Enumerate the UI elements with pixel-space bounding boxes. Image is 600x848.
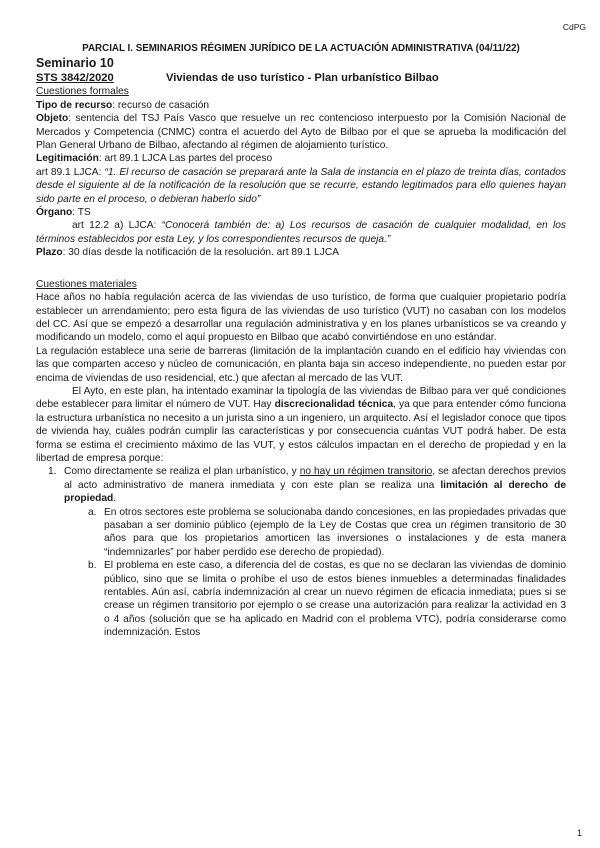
plazo [36, 246, 566, 259]
organo [36, 206, 566, 219]
list-item-b-letter: b. [88, 560, 97, 572]
plazo-label: Plazo [36, 247, 63, 259]
list-item-b [88, 559, 566, 639]
header-mark: CdPG [562, 22, 586, 32]
item1-text-b: , se afectan derechos previos al acto administrativo de manera inmediata y con este plan se realiza una [64, 466, 566, 491]
page-number: 1 [576, 828, 582, 838]
p3-text-b: , ya que para entender cómo funciona la estructura urbanística no necesito a un jurista sino a un ingeniero, un arquitecto. Así el legislador conoce que tipos de vivienda hay, cuáles podrán cumplir las características y por consecuencia cuántas VUT podrá haber. De esta forma se estima el crecimiento máximo de las VUT, y estos cálculos impactan en el derecho de propiedad y en la libertad de empresa porque: [36, 399, 566, 464]
case-subject: Viviendas de uso turístico - Plan urbanístico Bilbao [166, 72, 439, 85]
art122-prefix: art 12.2 a) LJCA: [72, 220, 162, 232]
legit-value: : art 89.1 LJCA Las partes del proceso [98, 153, 273, 165]
item1-bold: limitación al derecho de propiedad [64, 479, 566, 505]
art891-quote: “1. El recurso de casación se preparará ante la Sala de instancia en el plazo de treinta días, contados desde el siguiente al de la notificación de la resolución que se recurre, estando legitimados para ello quienes hayan sido parte en el proceso, o debieran haberlo sido” [36, 166, 567, 205]
objeto-value: : sentencia del TSJ País Vasco que resuelve un rec contencioso interpuesto por la Comisión Nacional de Mercados y Competencia (CNMC) contra el acuerdo del Ayto de Bilbao por el que se aprueba la modificación del Plan General Urbano de Bilbao, afectando al régimen de alojamiento turístico. [36, 113, 566, 152]
legitimacion [36, 152, 566, 165]
art122-quote: “Conocerá también de: a) Los recursos de casación de cualquier modalidad, en los términos establecidos por esta Ley, y los correspondientes recursos de queja.” [36, 220, 566, 245]
list-item-1-number: 1. [48, 466, 57, 478]
objeto-paragraph [36, 112, 566, 152]
item1-text-a: Como directamente se realiza el plan urbanístico, y [64, 466, 300, 478]
tipo-recurso [36, 99, 566, 112]
document-body [36, 42, 566, 640]
document-title: PARCIAL I. SEMINARIOS RÉGIMEN JURÍDICO DE LA ACTUACIÓN ADMINISTRATIVA (04/11/22) [82, 43, 520, 54]
material-paragraph-3 [36, 385, 566, 465]
seminar-heading: Seminario 10 [36, 56, 114, 71]
formal-heading: Cuestiones formales [36, 86, 129, 98]
material-heading: Cuestiones materiales [36, 278, 137, 290]
art891-paragraph [36, 166, 566, 206]
case-reference: STS 3842/2020 [36, 72, 114, 85]
organo-value: : TS [72, 207, 91, 219]
list-item-a [88, 506, 566, 560]
material-paragraph-1: Hace años no había regulación acerca de las viviendas de uso turístico, de forma que cualquier propietario podría establecer un arrendamiento; pero esta figura de las viviendas de uso turístico (VUT) no casaban con los modelos del CC. Así que se empezó a desarrollar una regulación administrativa y en los planes urbanísticos se va creando y modificando un modelo, como el aquí propuesto en Bilbao que acabó convirtiéndose en uno estándar. [36, 292, 566, 344]
list-item-1-body [64, 465, 566, 505]
p3-text-a: El Ayto, en este plan, ha intentado examinar la tipología de las viviendas de Bilbao para ver qué condiciones debe establecer para limitar el número de VUT. Hay [36, 385, 566, 411]
list-item-a-body: En otros sectores este problema se solucionaba dando concesiones, en las propiedades privadas que pasaban a ser dominio público (ejemplo de la Ley de Costas que crea un régimen transitorio de 30 años para que los propietarios amorticen las inversiones o instalaciones y de esta manera “indemnizarles” por haber perdido ese derecho de propiedad). [104, 506, 566, 558]
tipo-label: Tipo de recurso [36, 99, 113, 111]
tipo-value: : recurso de casación [112, 99, 210, 111]
item1-underline: no hay un régimen transitorio [299, 466, 433, 478]
objeto-label: Objeto [36, 113, 69, 125]
plazo-value: : 30 días desde la notificación de la resolución. art 89.1 LJCA [62, 247, 339, 259]
organo-label: Órgano [36, 207, 73, 219]
legit-label: Legitimación [36, 153, 99, 165]
material-paragraph-2: La regulación establece una serie de barreras (limitación de la implantación cuando en el edificio hay viviendas con las que comparten acceso y núcleo de comunicación, en planta baja sin acceso independiente, no pueden estar por encima de viviendas de uso residencial, etc.) que afectan al mercado de las VUT. [36, 345, 566, 384]
list-item-1 [48, 465, 566, 505]
case-line [36, 71, 566, 85]
art122-paragraph [36, 219, 566, 246]
p3-bold: discrecionalidad técnica [274, 399, 394, 411]
list-item-b-body: El problema en este caso, a diferencia del de costas, es que no se declaran las viviendas de dominio público, sino que se limita o prohíbe el uso de estos bienes inmuebles a determinadas finalidades rentables. Aún así, cabría indemnización al crear un nuevo régimen de eficacia inmediata; pues si se crease un régimen transitorio por ejemplo o se crease una autorización para realizar la actividad en 3 o 4 años (solución que se ha aplicado en Madrid con el problema VTC), podría considerarse como indemnización. Estos [104, 560, 566, 639]
item1-text-c: . [113, 493, 117, 505]
list-item-a-letter: a. [88, 506, 97, 518]
art891-prefix: art 89.1 LJCA: [36, 166, 105, 178]
